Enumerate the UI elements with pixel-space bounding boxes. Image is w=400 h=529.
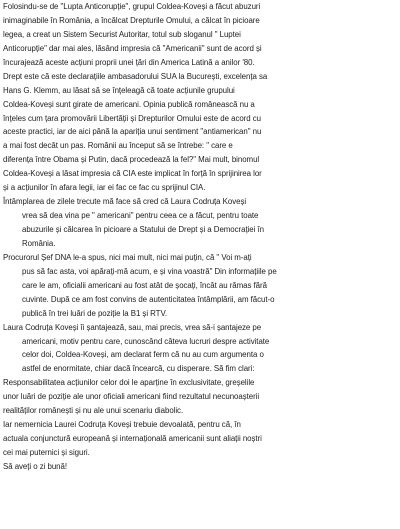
text-line: Folosindu-se de "Lupta Anticorupție", grupul Coldea-Koveși a făcut abuzuri xyxy=(3,2,261,11)
text-line: Anticorupție" dar mai ales, lăsând impresia că "Americanii" sunt de acord și xyxy=(3,43,262,53)
text-line: abuzurile și călcarea în picioare a Statului de Drept și a Democrației în xyxy=(22,225,264,234)
text-line: legea, a creat un Sistem Securist Autoritar, totul sub sloganul " Luptei xyxy=(3,29,241,39)
text-line: Coldea-Koveși a lăsat impresia că CIA este implicat în forță în sprijinirea lor xyxy=(3,169,262,179)
text-line: inimaginabile în România, a încălcat Drepturile Omului, a călcat în picioare xyxy=(3,15,260,25)
text-line: Hans G. Klemm, au lăsat să se înțeleagă că toate acțiunile grupului xyxy=(3,85,235,95)
text-line: Laura Codruța Koveși îi șantajează, sau, mai precis, vrea să-i șantajeze pe xyxy=(3,322,262,332)
text-line: a mai fost decât un pas. Românii au început să se întrebe: " care e xyxy=(3,141,233,151)
text-line: unor luări de poziție ale unor oficiali americani fiind rezultatul necunoașterii xyxy=(3,392,260,402)
text-line: cuvinte. După ce am fost convins de autenticitatea întâmplării, am făcut-o xyxy=(22,294,275,304)
text-line: Coldea-Koveși sunt girate de americani. Opinia publică românească nu a xyxy=(3,99,255,109)
text-line: celor doi, Coldea-Koveși, am declarat ferm că nu au cum argumenta o xyxy=(22,350,264,360)
text-line: și a acțiunilor în afara legii, iar ei fac ce fac cu sprijinul CIA. xyxy=(3,183,206,193)
text-line: aceste practici, iar de aici până la apariția unui sentiment "antiamerican" nu xyxy=(3,127,262,137)
text-line: înțeles cum țara promovării Libertății și Drepturilor Omului este de acord cu xyxy=(3,113,261,123)
text-line: încurajează aceste acțiuni proprii unei țări din America Latină a anilor '80. xyxy=(3,57,255,67)
text-line: realităților românești și nu ale unui scenariu diabolic. xyxy=(3,406,184,416)
text-line: cei mai puternici și siguri. xyxy=(3,448,90,457)
text-line: pus să fac asta, voi apărați-mă acum, e și vina voastră" Din informațiile pe xyxy=(22,266,277,276)
text-line: Drept este că este declarațiile ambasadorului SUA la București, excelența sa xyxy=(3,71,268,81)
text-line: publică în trei luări de poziție la B1 și RTV. xyxy=(22,308,168,318)
text-line: astfel de enormitate, chiar dacă încearcă, cu disperare. Să fim clari: xyxy=(22,364,255,374)
text-line: România. xyxy=(22,238,56,248)
text-line: Iar nemernicia Laurei Codruța Koveși trebuie devoalată, pentru că, în xyxy=(3,420,241,430)
text-line: vrea să dea vina pe " americani" pentru ceea ce a făcut, pentru toate xyxy=(22,211,259,221)
text-line: Procurorul Șef DNA le-a spus, nici mai mult, nici mai puțin, că " Voi m-ați xyxy=(3,252,252,262)
text-line: care le am, oficialii americani au fost atât de șocați, încât au rămas fără xyxy=(22,280,267,290)
text-line: actuala conjunctură europeană și internațională americanii sunt aliații noștri xyxy=(3,434,262,444)
text-line: americani, motiv pentru care, cunoscând câteva lucruri despre activitate xyxy=(22,336,270,346)
text-line: Întâmplarea de zilele trecute mă face să cred că Laura Codruța Koveși xyxy=(3,197,247,207)
text-line: Să aveți o zi bună! xyxy=(3,461,67,471)
text-line: diferența între Obama și Putin, dacă procedează la fel?" Mai mult, binomul xyxy=(3,155,260,165)
text-line: Responsabilitatea acțiunilor celor doi le aparține în exclusivitate, greșelile xyxy=(3,378,255,388)
